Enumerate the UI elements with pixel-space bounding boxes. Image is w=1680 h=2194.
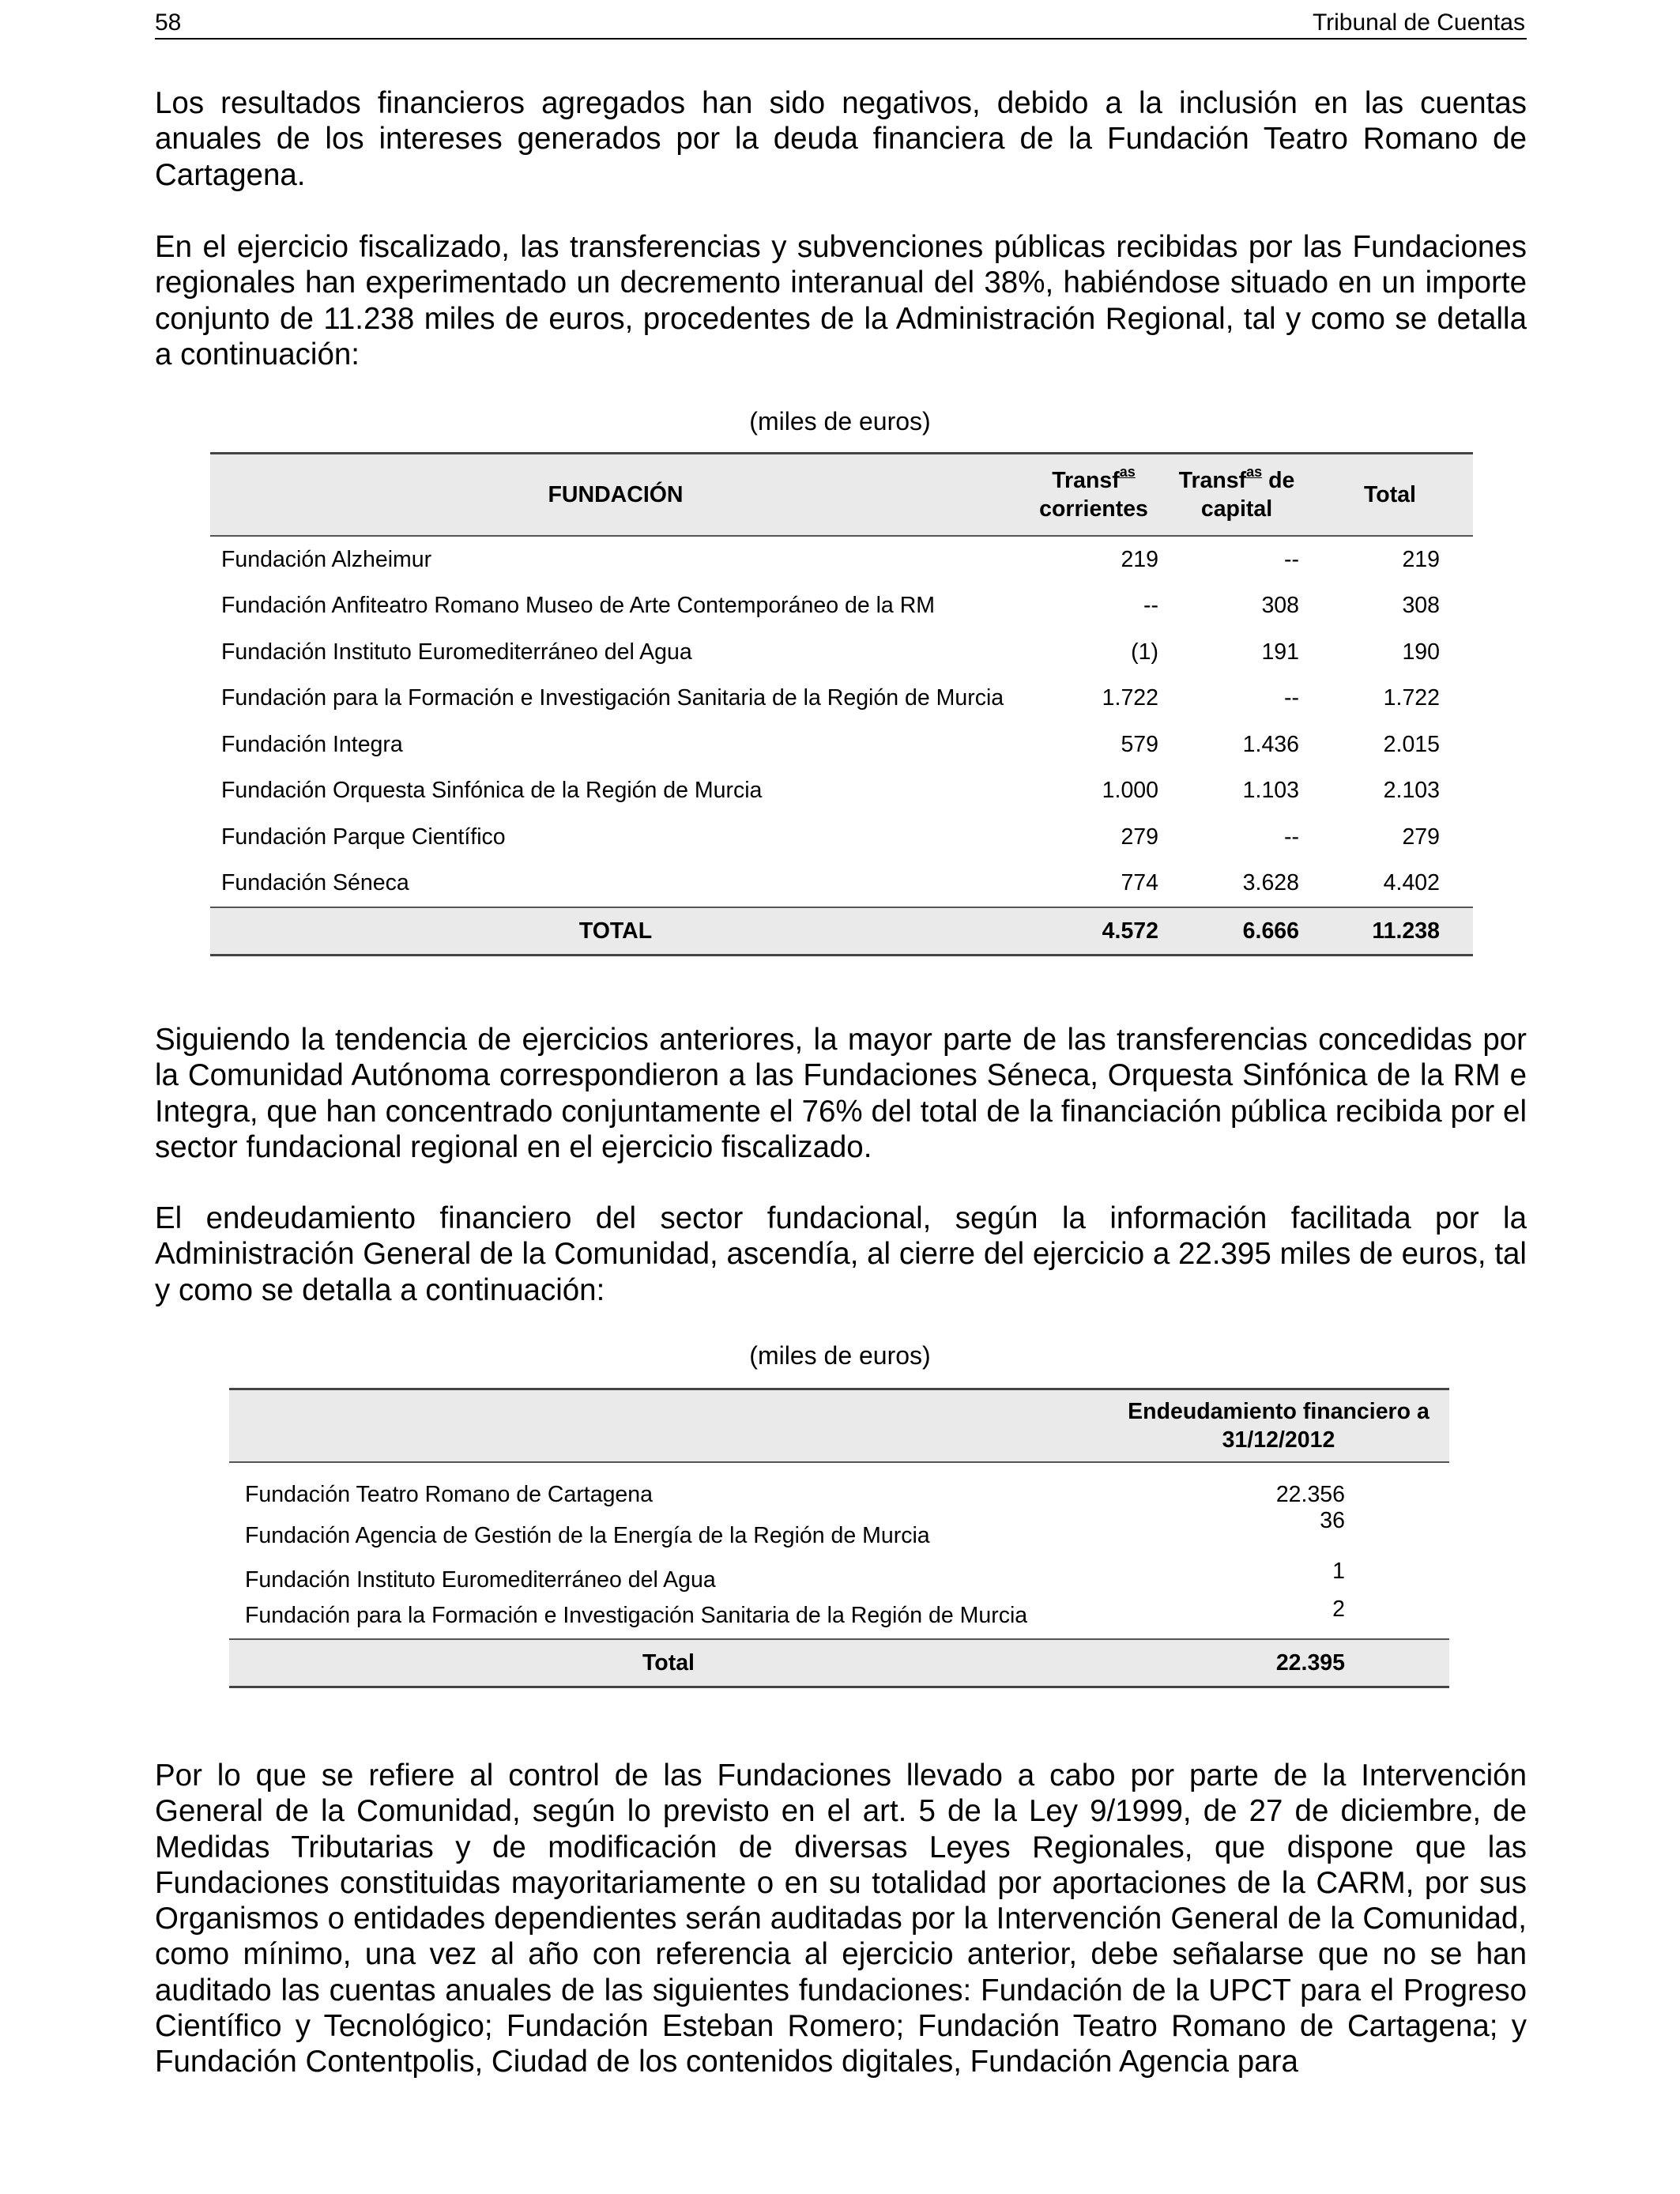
row-value: 2	[1332, 1596, 1345, 1622]
row-total: 219	[1402, 546, 1440, 572]
paragraph-4: El endeudamiento financiero del sector fundacional, según la información facilitada por la Administración General de la Comunidad, ascendía, al cierre del ejercicio a 22.395 miles de euros, tal y como se detalla a continuación:	[155, 1201, 1527, 1307]
row-name: Fundación Orquesta Sinfónica de la Región de Murcia	[221, 778, 763, 804]
table-row	[229, 1508, 1449, 1549]
row-name: Fundación para la Formación e Investigación Sanitaria de la Región de Murcia	[221, 685, 1004, 711]
row-corrientes: --	[1143, 593, 1158, 619]
table-row	[229, 1462, 1449, 1508]
table1-caption: (miles de euros)	[749, 407, 931, 435]
row-total: 2.103	[1383, 778, 1440, 804]
table-row	[210, 583, 1473, 630]
paragraph-2: En el ejercicio fiscalizado, las transferencias y subvenciones públicas recibidas por las Fundaciones regionales han experimentado un decremento interanual del 38%, habiéndose situado en un importe conjunto de 11.238 miles de euros, procedentes de la Administración Regional, tal y como se detalla a continuación:	[155, 230, 1527, 371]
table-row	[210, 536, 1473, 583]
total-value: 22.395	[1108, 1639, 1449, 1687]
paragraph-1: Los resultados financieros agregados han sido negativos, debido a la inclusión en las cuentas anuales de los intereses generados por la deuda financiera de la Fundación Teatro Romano de Cartagena.	[155, 86, 1527, 192]
row-total: 1.722	[1383, 685, 1440, 711]
row-value: 22.356	[1275, 1482, 1345, 1507]
row-value: 1	[1332, 1558, 1345, 1584]
row-corrientes: 279	[1121, 824, 1158, 850]
row-capital: 191	[1261, 639, 1299, 665]
table-row	[210, 722, 1473, 768]
page-header	[155, 6, 1527, 40]
row-capital: 1.103	[1242, 778, 1299, 804]
table-row	[210, 861, 1473, 908]
table-row	[229, 1593, 1449, 1639]
table-row	[210, 629, 1473, 676]
row-corrientes: 579	[1121, 731, 1158, 757]
row-value: 36	[1320, 1508, 1345, 1533]
row-total: 2.015	[1383, 731, 1440, 757]
col-header-total: Total	[1307, 454, 1473, 537]
total-label: Total	[229, 1639, 1108, 1687]
transfers-table	[210, 452, 1473, 956]
col-header-endeudamiento: Endeudamiento financiero a 31/12/2012	[1108, 1389, 1449, 1463]
row-capital: --	[1284, 546, 1299, 572]
row-name: Fundación Alzheimur	[221, 546, 432, 572]
row-name: Fundación Séneca	[221, 870, 409, 896]
page-number: 58	[155, 9, 182, 36]
row-corrientes: 219	[1121, 546, 1158, 572]
col-header-capital: Transf$^{as}$ de capital	[1166, 454, 1307, 537]
table-row	[210, 814, 1473, 861]
col-header-corrientes: Transf$^{as}$ corrientes	[1021, 454, 1166, 537]
row-name: Fundación para la Formación e Investigación Sanitaria de la Región de Murcia	[245, 1603, 1028, 1628]
row-total: 279	[1402, 824, 1440, 850]
row-capital: --	[1284, 824, 1299, 850]
row-name: Fundación Parque Científico	[221, 824, 506, 850]
table-row	[210, 676, 1473, 722]
total-corrientes: 4.572	[1021, 907, 1166, 956]
table2-caption: (miles de euros)	[749, 1341, 931, 1370]
paragraph-3: Siguiendo la tendencia de ejercicios anteriores, la mayor parte de las transferencias concedidas por la Comunidad Autónoma correspondieron a las Fundaciones Séneca, Orquesta Sinfónica de la RM e Integra, que han concentrado conjuntamente el 76% del total de la financiación pública recibida por el sector fundacional regional en el ejercicio fiscalizado.	[155, 1023, 1527, 1164]
row-capital: 3.628	[1242, 870, 1299, 896]
row-total: 190	[1402, 639, 1440, 665]
row-total: 4.402	[1383, 870, 1440, 896]
total-label: TOTAL	[210, 907, 1021, 956]
table-row	[229, 1549, 1449, 1593]
row-name: Fundación Anfiteatro Romano Museo de Arte Contemporáneo de la RM	[221, 593, 936, 619]
row-corrientes: (1)	[1131, 639, 1158, 665]
row-corrientes: 1.000	[1102, 778, 1158, 804]
total-row	[229, 1639, 1449, 1687]
debt-table	[229, 1388, 1449, 1688]
row-corrientes: 1.722	[1102, 685, 1158, 711]
table-row	[210, 768, 1473, 815]
row-capital: 1.436	[1242, 731, 1299, 757]
total-capital: 6.666	[1166, 907, 1307, 956]
table-header-row	[210, 454, 1473, 537]
total-row	[210, 907, 1473, 956]
row-corrientes: 774	[1121, 870, 1158, 896]
row-name: Fundación Instituto Euromediterráneo del Agua	[245, 1567, 716, 1593]
row-capital: 308	[1261, 593, 1299, 619]
table-header-row	[229, 1389, 1449, 1463]
row-name: Fundación Instituto Euromediterráneo del Agua	[221, 639, 692, 665]
row-name: Fundación Integra	[221, 731, 403, 757]
row-name: Fundación Agencia de Gestión de la Energía de la Región de Murcia	[245, 1523, 930, 1548]
col-header-empty	[229, 1389, 1108, 1463]
total-total: 11.238	[1307, 907, 1473, 956]
row-capital: --	[1284, 685, 1299, 711]
col-header-fundacion: FUNDACIÓN	[210, 454, 1021, 537]
row-name: Fundación Teatro Romano de Cartagena	[245, 1482, 653, 1507]
row-total: 308	[1402, 593, 1440, 619]
header-title: Tribunal de Cuentas	[1312, 9, 1525, 36]
paragraph-5: Por lo que se refiere al control de las Fundaciones llevado a cabo por parte de la Intervención General de la Comunidad, según lo previsto en el art. 5 de la Ley 9/1999, de 27 de diciembre, de Medidas Tributarias y de modificación de diversas Leyes Regionales, que dispone que las Fundaciones constituidas mayoritariamente o en su totalidad por aportaciones de la CARM, por sus Organismos o entidades dependientes serán auditadas por la Intervención General de la Comunidad, como mínimo, una vez al año con referencia al ejercicio anterior, debe señalarse que no se han auditado las cuentas anuales de las siguientes fundaciones: Fundación de la UPCT para el Progreso Científico y Tecnológico; Fundación Esteban Romero; Fundación Teatro Romano de Cartagena; y Fundación Contentpolis, Ciudad de los contenidos digitales, Fundación Agencia para	[155, 1759, 1527, 2079]
